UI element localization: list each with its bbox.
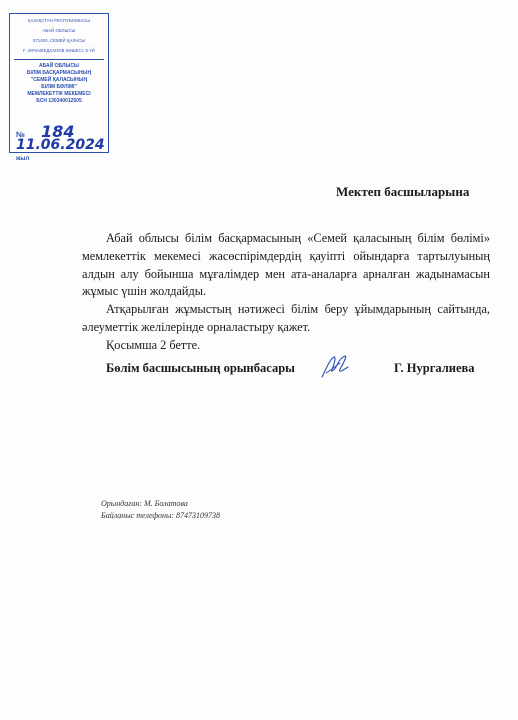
addressee: Мектеп басшыларына <box>336 184 470 199</box>
paragraph: Қосымша 2 бетте. <box>106 337 201 352</box>
paragraph: Абай облысы білім басқармасының «Семей қаласының білім бөлімі» мемлекеттік мекемесі жасөспірімдердің қауіпті ойындарға тартылуының алдын алу бойынша мұғалімдер мен ата-аналарға арналған жадынамасын жұмыс үшін жолдайды. <box>82 231 490 299</box>
phone-line: Байланыс телефоны: 87473109738 <box>101 511 221 520</box>
stamp-registration <box>16 122 106 165</box>
stamp-line: Ғ. МҰХАМЕДХАНОВ КӨШЕСІ, 5 ҮЙ <box>23 48 95 53</box>
reg-date-suffix: жыл <box>16 156 30 162</box>
signer-name: Г. Нургалиева <box>394 361 475 375</box>
stamp-line: БІЛІМ БӨЛІМІ" <box>41 84 77 90</box>
stamp-line: БІЛІМ БАСҚАРМАСЫНЫҢ <box>26 70 92 76</box>
stamp-line: ҚАЗАҚСТАН РЕСПУБЛИКАСЫ <box>27 18 91 23</box>
stamp-line: "СЕМЕЙ ҚАЛАСЫНЫҢ <box>30 77 88 83</box>
signature-mark <box>318 351 352 383</box>
reg-date: 11.06.2024 <box>16 137 105 153</box>
reg-number: 184 <box>41 122 75 141</box>
stamp-line: БСН 130340012505 <box>36 98 82 104</box>
reg-number-label: № <box>16 130 25 139</box>
stamp-line: АБАЙ ОБЛЫСЫ <box>42 28 76 33</box>
stamp-line: АБАЙ ОБЛЫСЫ <box>39 63 79 69</box>
letter-body <box>82 230 490 355</box>
stamp-line: 071400, СЕМЕЙ ҚАЛАСЫ <box>32 38 86 43</box>
registration-stamp <box>9 13 109 162</box>
stamp-line: МЕМЛЕКЕТТІК МЕКЕМЕСІ <box>27 91 91 97</box>
footer <box>101 498 220 522</box>
executor-line: Орындаған: М. Болатова <box>101 499 188 508</box>
signer-role: Бөлім басшысының орынбасары <box>106 361 295 375</box>
paragraph: Атқарылған жұмыстың нәтижесі білім беру ұйымдарының сайтында, әлеуметтік желілерінде орналастыру қажет. <box>82 302 490 334</box>
stamp-divider <box>14 59 104 60</box>
